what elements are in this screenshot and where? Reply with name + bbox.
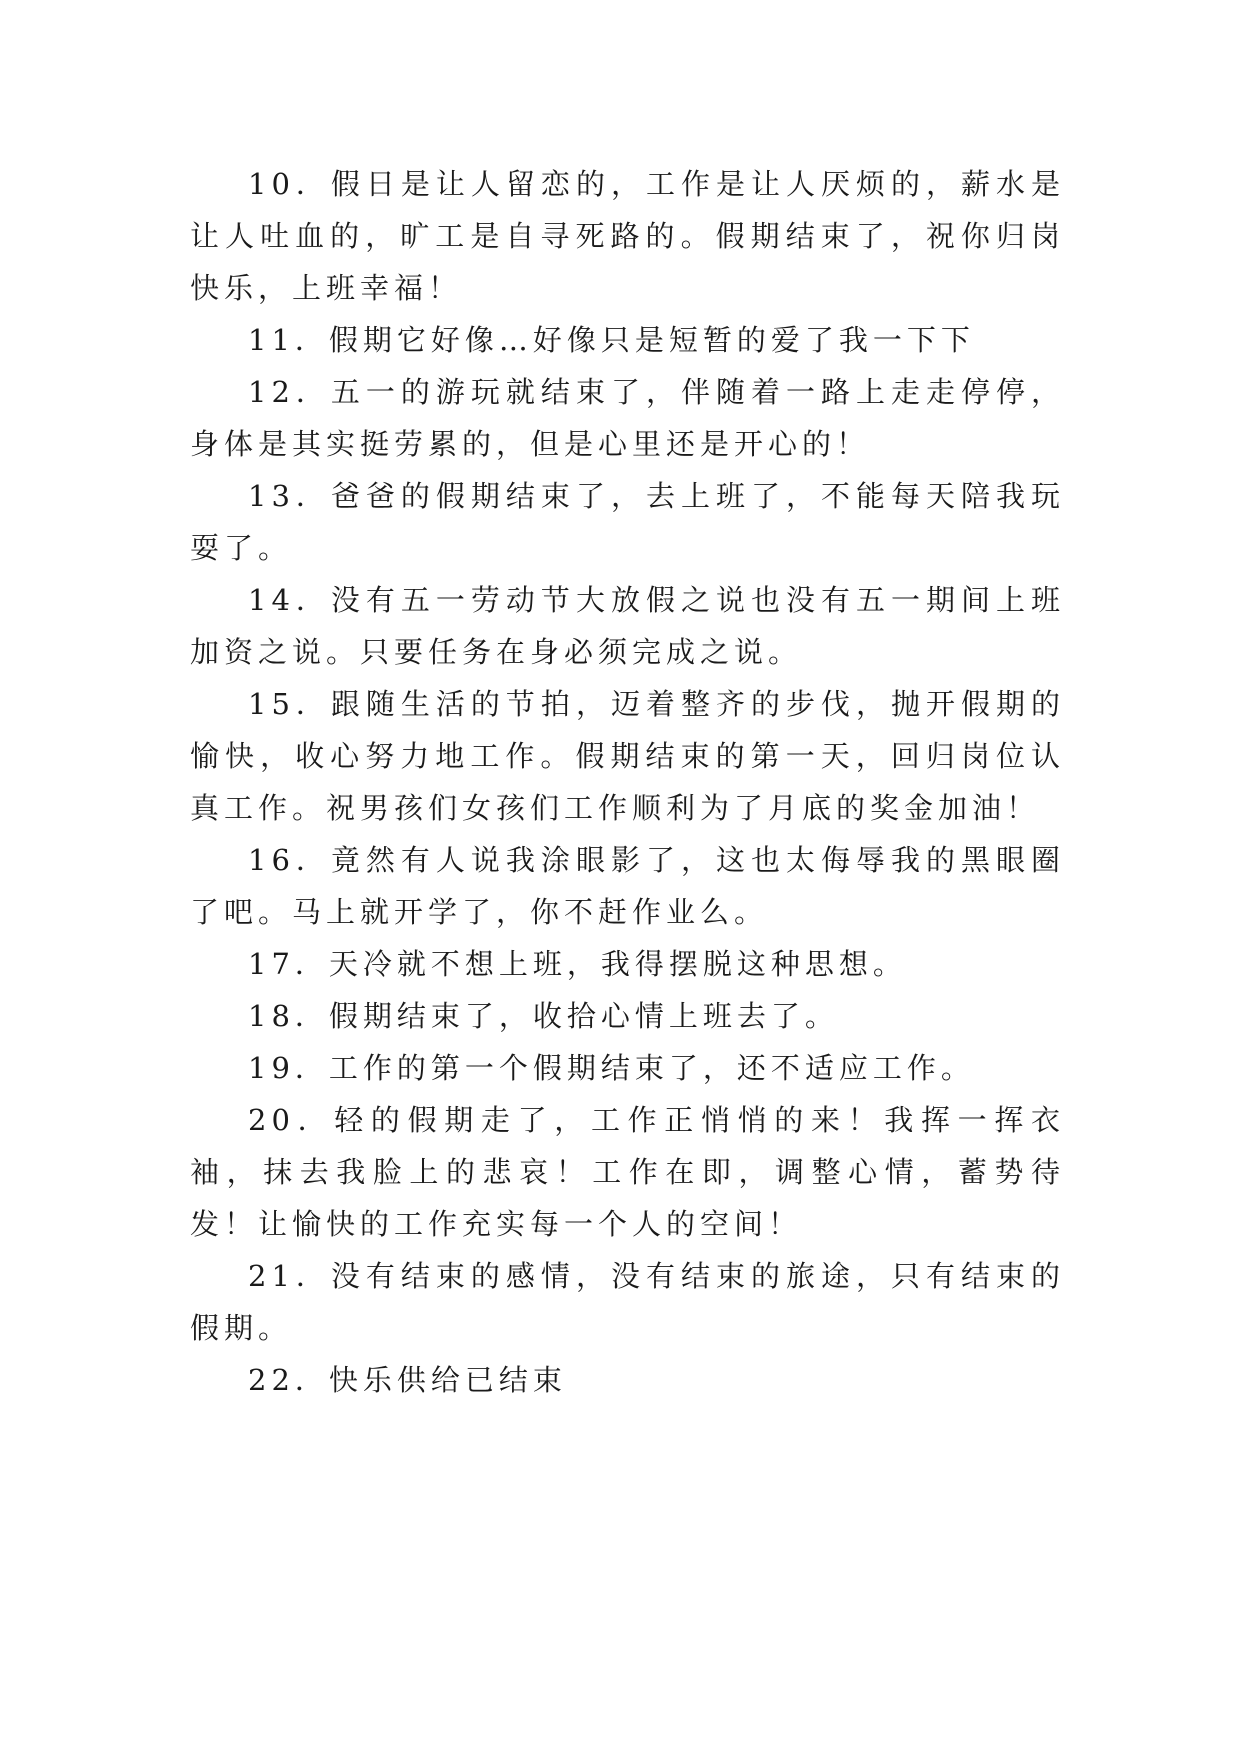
paragraph-17: 17．天冷就不想上班，我得摆脱这种思想。 [248, 947, 907, 981]
paragraph-10: 10．假日是让人留恋的，工作是让人厌烦的，薪水是让人吐血的，旷工是自寻死路的。假期结束了，祝你归岗快乐，上班幸福！ [190, 167, 1065, 305]
paragraph-13: 13．爸爸的假期结束了，去上班了，不能每天陪我玩耍了。 [190, 479, 1065, 565]
document-body [190, 158, 1065, 1406]
paragraph-12: 12．五一的游玩就结束了，伴随着一路上走走停停，身体是其实挺劳累的，但是心里还是开心的！ [190, 375, 1065, 461]
paragraph-14: 14．没有五一劳动节大放假之说也没有五一期间上班加资之说。只要任务在身必须完成之说。 [190, 583, 1065, 669]
paragraph-15: 15．跟随生活的节拍，迈着整齐的步伐，抛开假期的愉快，收心努力地工作。假期结束的第一天，回归岗位认真工作。祝男孩们女孩们工作顺利为了月底的奖金加油！ [190, 687, 1065, 825]
paragraph-19: 19．工作的第一个假期结束了，还不适应工作。 [248, 1051, 975, 1085]
paragraph-16: 16．竟然有人说我涂眼影了，这也太侮辱我的黑眼圈了吧。马上就开学了，你不赶作业么。 [190, 843, 1065, 929]
paragraph-11: 11．假期它好像…好像只是短暂的爱了我一下下 [248, 323, 975, 357]
paragraph-18: 18．假期结束了，收拾心情上班去了。 [248, 999, 839, 1033]
paragraph-22: 22．快乐供给已结束 [248, 1363, 567, 1397]
paragraph-20: 20．轻的假期走了，工作正悄悄的来！我挥一挥衣袖，抹去我脸上的悲哀！工作在即，调整心情，蓄势待发！让愉快的工作充实每一个人的空间！ [190, 1103, 1065, 1241]
paragraph-21: 21．没有结束的感情，没有结束的旅途，只有结束的假期。 [190, 1259, 1065, 1345]
